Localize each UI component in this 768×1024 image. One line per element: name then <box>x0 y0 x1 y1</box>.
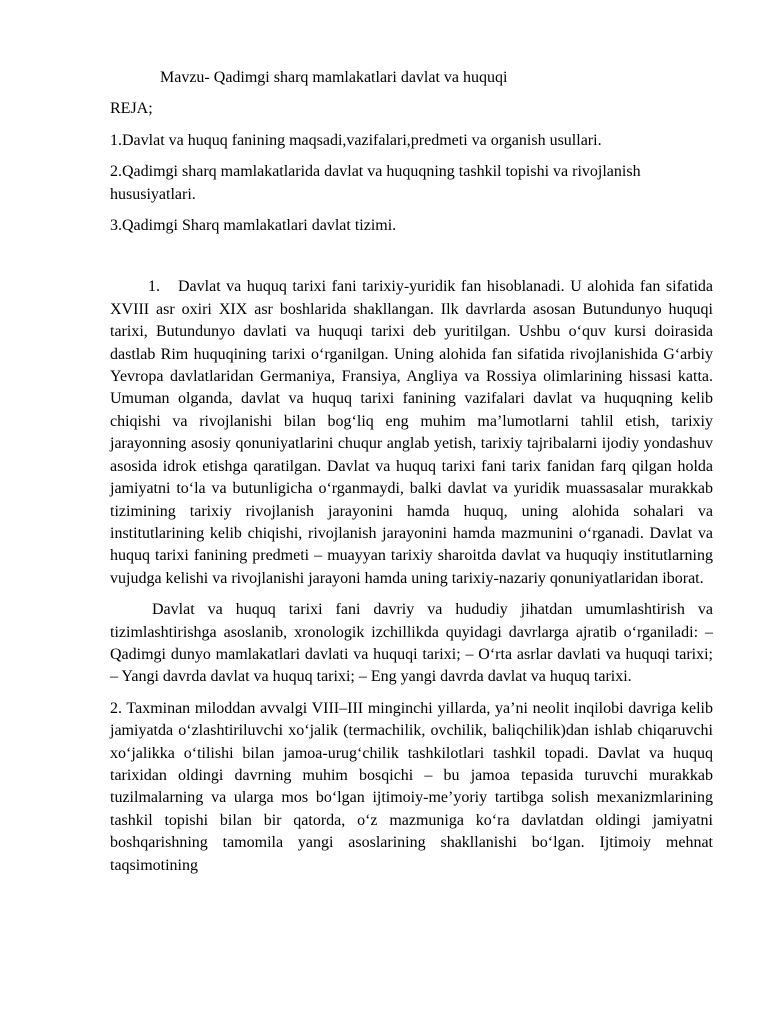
paragraph-3: 2. Taxminan miloddan avvalgi VIII–III minginchi yillarda, ya’ni neolit inqilobi davriga kelib jamiyatda o‘zlashtiriluvchi xo‘jalik (termachilik, ovchilik, baliqchilik)dan ishlab chiqaruvchi xo‘jalikka o‘tilishi bilan jamoa-urug‘chilik tashkilotlari tashkil topadi. Davlat va huquq tarixidan oldingi davrning muhim bosqichi – bu jamoa tepasida turuvchi murakkab tuzilmalarning va ularga mos bo‘lgan ijtimoiy-me’yoriy tartibga solish mexanizmlarining tashkil topishi bilan bir qatorda, o‘z mazmuniga ko‘ra davlatdan oldingi jamiyatni boshqarishning tamomila yangi asoslarining shakllanishi bo‘lgan. Ijtimoiy mehnat taqsimotining <box>110 699 713 874</box>
document-title: Mavzu- Qadimgi sharq mamlakatlari davlat va huquqi <box>160 69 508 86</box>
plan-item-3: 3.Qadimgi Sharq mamlakatlari davlat tizimi. <box>110 217 397 235</box>
document-page <box>110 67 713 886</box>
section-spacer <box>110 246 713 276</box>
paragraph-1-text: Davlat va huquq tarixi fani tarixiy-yuridik fan hisoblanadi. U alohida fan sifatida XVIII asr oxiri XIX asr boshlarida shakllangan. Ilk davrlarda asosan Butundunyo huquqi tarixi, Butundunyo davlati va huquqi tarixi deb yuritilgan. Ushbu o‘quv kursi doirasida dastlab Rim huquqining tarixi o‘rganilgan. Uning alohida fan sifatida rivojlanishida G‘arbiy Yevropa davlatlaridan Germaniya, Fransiya, Angliya va Rossiya olimlarining hissasi katta. Umuman olganda, davlat va huquq tarixi fanining vazifalari davlat va huquqning kelib chiqishi va rivojlanishi bilan bog‘liq eng muhim ma’lumotlarni tahlil etish, tarixiy jarayonning asosiy qonuniyatlarini chuqur anglab yetish, tarixiy tajribalarni ijodiy yondashuv asosida idrok etishga qaratilgan. Davlat va huquq tarixi fani tarix fanidan farq qilgan holda jamiyatni to‘la va butunligicha o‘rganmaydi, balki davlat va yuridik muassasalar murakkab tizimining tarixiy rivojlanish jarayonini hamda huquq, uning alohida sohalari va institutlarining kelib chiqishi, rivojlanish jarayonini hamda mazmunini o‘rganadi. Davlat va huquq tarixi fanining predmeti – muayyan tarixiy sharoitda davlat va huquqiy institutlarning vujudga kelishi va rivojlanishi jarayoni hamda uning tarixiy-nazariy qonuniyatlaridan iborat. <box>110 278 713 587</box>
paragraph-1 <box>110 276 713 590</box>
plan-heading: REJA; <box>110 100 153 118</box>
paragraph-1-number: 1. <box>148 278 160 296</box>
plan-item-2: 2.Qadimgi sharq mamlakatlarida davlat va huquqning tashkil topishi va rivojlanish hususiyatlari. <box>110 163 641 203</box>
paragraph-2: Davlat va huquq tarixi fani davriy va hududiy jihatdan umumlashtirish va tizimlashtirishga asoslanib, xronologik izchillikda quyidagi davrlarga ajratib o‘rganiladi: – Qadimgi dunyo mamlakatlari davlati va huquqi tarixi; – O‘rta asrlar davlati va huquqi tarixi; – Yangi davrda davlat va huquq tarixi; – Eng yangi davrda davlat va huquq tarixi. <box>110 601 713 686</box>
plan-item-1: 1.Davlat va huquq fanining maqsadi,vazifalari,predmeti va organish usullari. <box>110 131 602 149</box>
